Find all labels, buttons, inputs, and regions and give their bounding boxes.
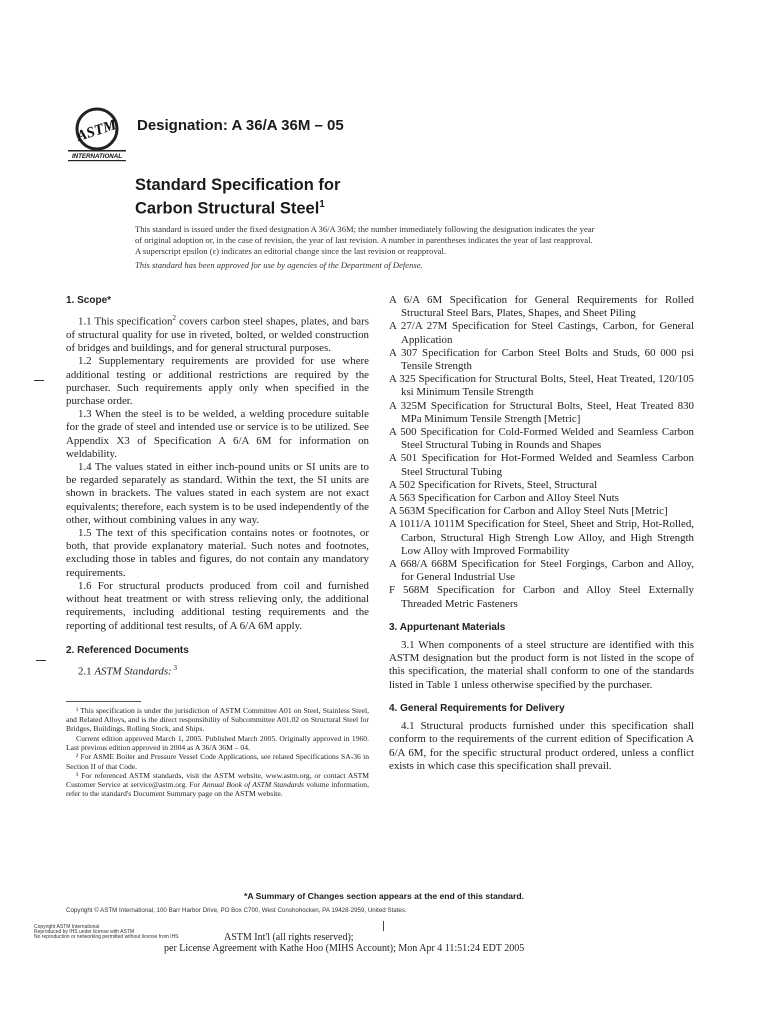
scope-heading: 1. Scope* <box>66 295 112 306</box>
notice-line-3: A superscript epsilon (ε) indicates an editorial change since the last revision or reapproval. <box>135 246 446 256</box>
subheading-number: 2.1 <box>78 665 95 678</box>
license-line-2: per License Agreement with Kathe Hoo (MIHS Account); Mon Apr 4 11:51:24 EDT 2005 <box>164 943 525 954</box>
para-1-1-rest: covers carbon steel shapes, plates, and bars of structural quality for use in riveted, bolted, or welded construction of bridges and buildings, and for general structural purposes. <box>66 315 369 355</box>
footnotes <box>66 706 369 799</box>
reference-item: A 325M Specification for Structural Bolts, Steel, Heat Treated 830 MPa Minimum Tensile Strength [Metric] <box>389 399 694 425</box>
footnote-2: ² For ASME Boiler and Pressure Vessel Code Applications, see related Specifications SA-36 in Section II of that Code. <box>66 752 369 771</box>
footnote-rule <box>66 701 141 702</box>
divider-tick <box>383 921 384 931</box>
para-1-1 <box>66 312 369 355</box>
reference-item: A 563M Specification for Carbon and Alloy Steel Nuts [Metric] <box>389 505 668 518</box>
para-1-2: 1.2 Supplementary requirements are provided for use where additional testing or additional restrictions are required by the purchaser. Such requirements apply only when specified in the purchase order. <box>66 355 369 408</box>
notice-line-2: of original adoption or, in the case of revision, the year of last revision. A number in parentheses indicates the year of last reapproval. <box>135 235 593 245</box>
title-footnote-ref: 1 <box>319 199 325 210</box>
license-agreement <box>164 932 524 954</box>
right-column <box>389 294 694 773</box>
logo-text: ASTM <box>74 117 119 145</box>
para-1-1-start: 1.1 This specification <box>78 315 173 328</box>
reference-item: A 307 Specification for Carbon Steel Bolts and Studs, 60 000 psi Tensile Strength <box>389 346 694 373</box>
footnote-1: ¹ This specification is under the jurisdiction of ASTM Committee A01 on Steel, Stainless Steel, and Related Alloys, and is the direct responsibility of Subcommittee A01.02 on Structural Steel for Bridges, Buildings, Rolling Stock, and Ships. <box>66 705 369 734</box>
subheading-title: ASTM Standards: <box>94 665 172 678</box>
logo-subtext: INTERNATIONAL <box>71 153 123 160</box>
title-line-1: Standard Specification for <box>135 176 341 194</box>
dod-approval-note: This standard has been approved for use by agencies of the Department of Defense. <box>135 260 423 270</box>
notice-line-1: This standard is issued under the fixed designation A 36/A 36M; the number immediately following the designation indicates the year <box>135 224 595 234</box>
stamp-line-2: Reproduced by IHS under license with ASTM <box>34 929 135 936</box>
footnote-ref-2: 2 <box>172 314 176 323</box>
footnote-3-end: volume information, refer to the standard's Document Summary page on the ASTM website. <box>66 780 370 799</box>
footnote-3 <box>66 771 369 799</box>
standard-notice <box>135 224 655 271</box>
para-1-4: 1.4 The values stated in either inch-pound units or SI units are to be regarded separately as standard. Within the text, the SI units are shown in brackets. The values stated in each system are not exact equivalents; therefore, each system is to be used independently of the other, without combining values in any way. <box>66 461 369 526</box>
reference-item: A 563 Specification for Carbon and Alloy Steel Nuts <box>389 492 619 505</box>
document-title <box>135 176 340 219</box>
change-mark <box>36 660 46 661</box>
left-column <box>66 294 369 799</box>
para-1-6: 1.6 For structural products produced from coil and furnished without heat treatment or with stress relieving only, the additional requirements, including additional testing requirements and the reporting of additional test results, of A 6/A 6M apply. <box>66 579 369 632</box>
reference-item: A 500 Specification for Cold-Formed Welded and Seamless Carbon Steel Structural Tubing in Rounds and Shapes <box>389 426 694 452</box>
reference-item: A 502 Specification for Rivets, Steel, Structural <box>389 478 598 491</box>
para-1-5: 1.5 The text of this specification contains notes or footnotes, or both, that provide explanatory material. Such notes and footnotes, excluding those in tables and figures, do not contain any mandatory requirements. <box>66 527 369 579</box>
para-4-1: 4.1 Structural products furnished under this specification shall conform to the requirements of the current edition of Specification A 6/A 6M, for the specific structural product ordered, unless a conflict exists in which case this specification shall prevail. <box>389 720 694 772</box>
reference-item: A 668/A 668M Specification for Steel Forgings, Carbon and Alloy, for General Industrial Use <box>389 558 694 584</box>
referenced-documents-heading: 2. Referenced Documents <box>66 644 189 656</box>
footnote-3-start: ³ For referenced ASTM standards, visit the ASTM website, www.astm.org, or contact ASTM Customer Service at service@astm.org. For <box>66 770 369 790</box>
astm-logo <box>66 104 128 164</box>
reference-item: A 1011/A 1011M Specification for Steel, Sheet and Strip, Hot-Rolled, Carbon, Structural High Strengh Low Alloy, and High Strength Low Alloy with Improved Formability <box>389 518 694 557</box>
license-line-1: ASTM Int'l (all rights reserved); <box>224 932 354 943</box>
footnote-3-book: Annual Book of ASTM Standards <box>202 780 304 790</box>
reference-item: A 325 Specification for Structural Bolts, Steel, Heat Treated, 120/105 ksi Minimum Tensile Strength <box>389 373 694 399</box>
astm-standards-subheading <box>66 662 369 679</box>
designation: Designation: A 36/A 36M – 05 <box>137 117 344 134</box>
reference-list <box>389 294 694 611</box>
footnote-1-edition: Current edition approved March 1, 2005. Published March 2005. Originally approved in 1960. Last previous edition approved in 2004 as A 36/A 36M – 04. <box>66 733 369 752</box>
license-stamp <box>34 925 179 941</box>
delivery-heading: 4. General Requirements for Delivery <box>389 702 565 714</box>
title-line-2 <box>135 195 340 219</box>
stamp-line-3: No reproduction or networking permitted without license from IHS <box>34 934 179 941</box>
para-1-3: 1.3 When the steel is to be welded, a welding procedure suitable for the grade of steel and intended use or service is to be utilized. See Appendix X3 of Specification A 6/A 6M for information on weldability. <box>66 408 369 460</box>
para-3-1: 3.1 When components of a steel structure are identified with this ASTM designation but the product form is not listed in the scope of this specification, the material shall conform to one of the standards listed in Table 1 unless otherwise specified by the purchaser. <box>389 639 694 691</box>
title-text: Carbon Structural Steel <box>135 199 320 218</box>
footnote-ref-3: 3 <box>171 663 177 672</box>
copyright-line: Copyright © ASTM International, 100 Barr Harbor Drive, PO Box C700, West Conshohocken, PA 19428-2959, United States. <box>66 907 407 914</box>
reference-item: A 501 Specification for Hot-Formed Welded and Seamless Carbon Steel Structural Tubing <box>389 452 694 478</box>
reference-item: F 568M Specification for Carbon and Alloy Steel Externally Threaded Metric Fasteners <box>389 584 694 610</box>
reference-item: A 27/A 27M Specification for Steel Castings, Carbon, for General Application <box>389 320 694 346</box>
summary-note: *A Summary of Changes section appears at the end of this standard. <box>244 891 524 901</box>
reference-item: A 6/A 6M Specification for General Requirements for Rolled Structural Steel Bars, Plates, Shapes, and Sheet Piling <box>389 294 694 320</box>
change-mark <box>34 380 44 381</box>
appurtenant-heading: 3. Appurtenant Materials <box>389 621 506 633</box>
stamp-line-1: Copyright ASTM International <box>34 924 100 930</box>
